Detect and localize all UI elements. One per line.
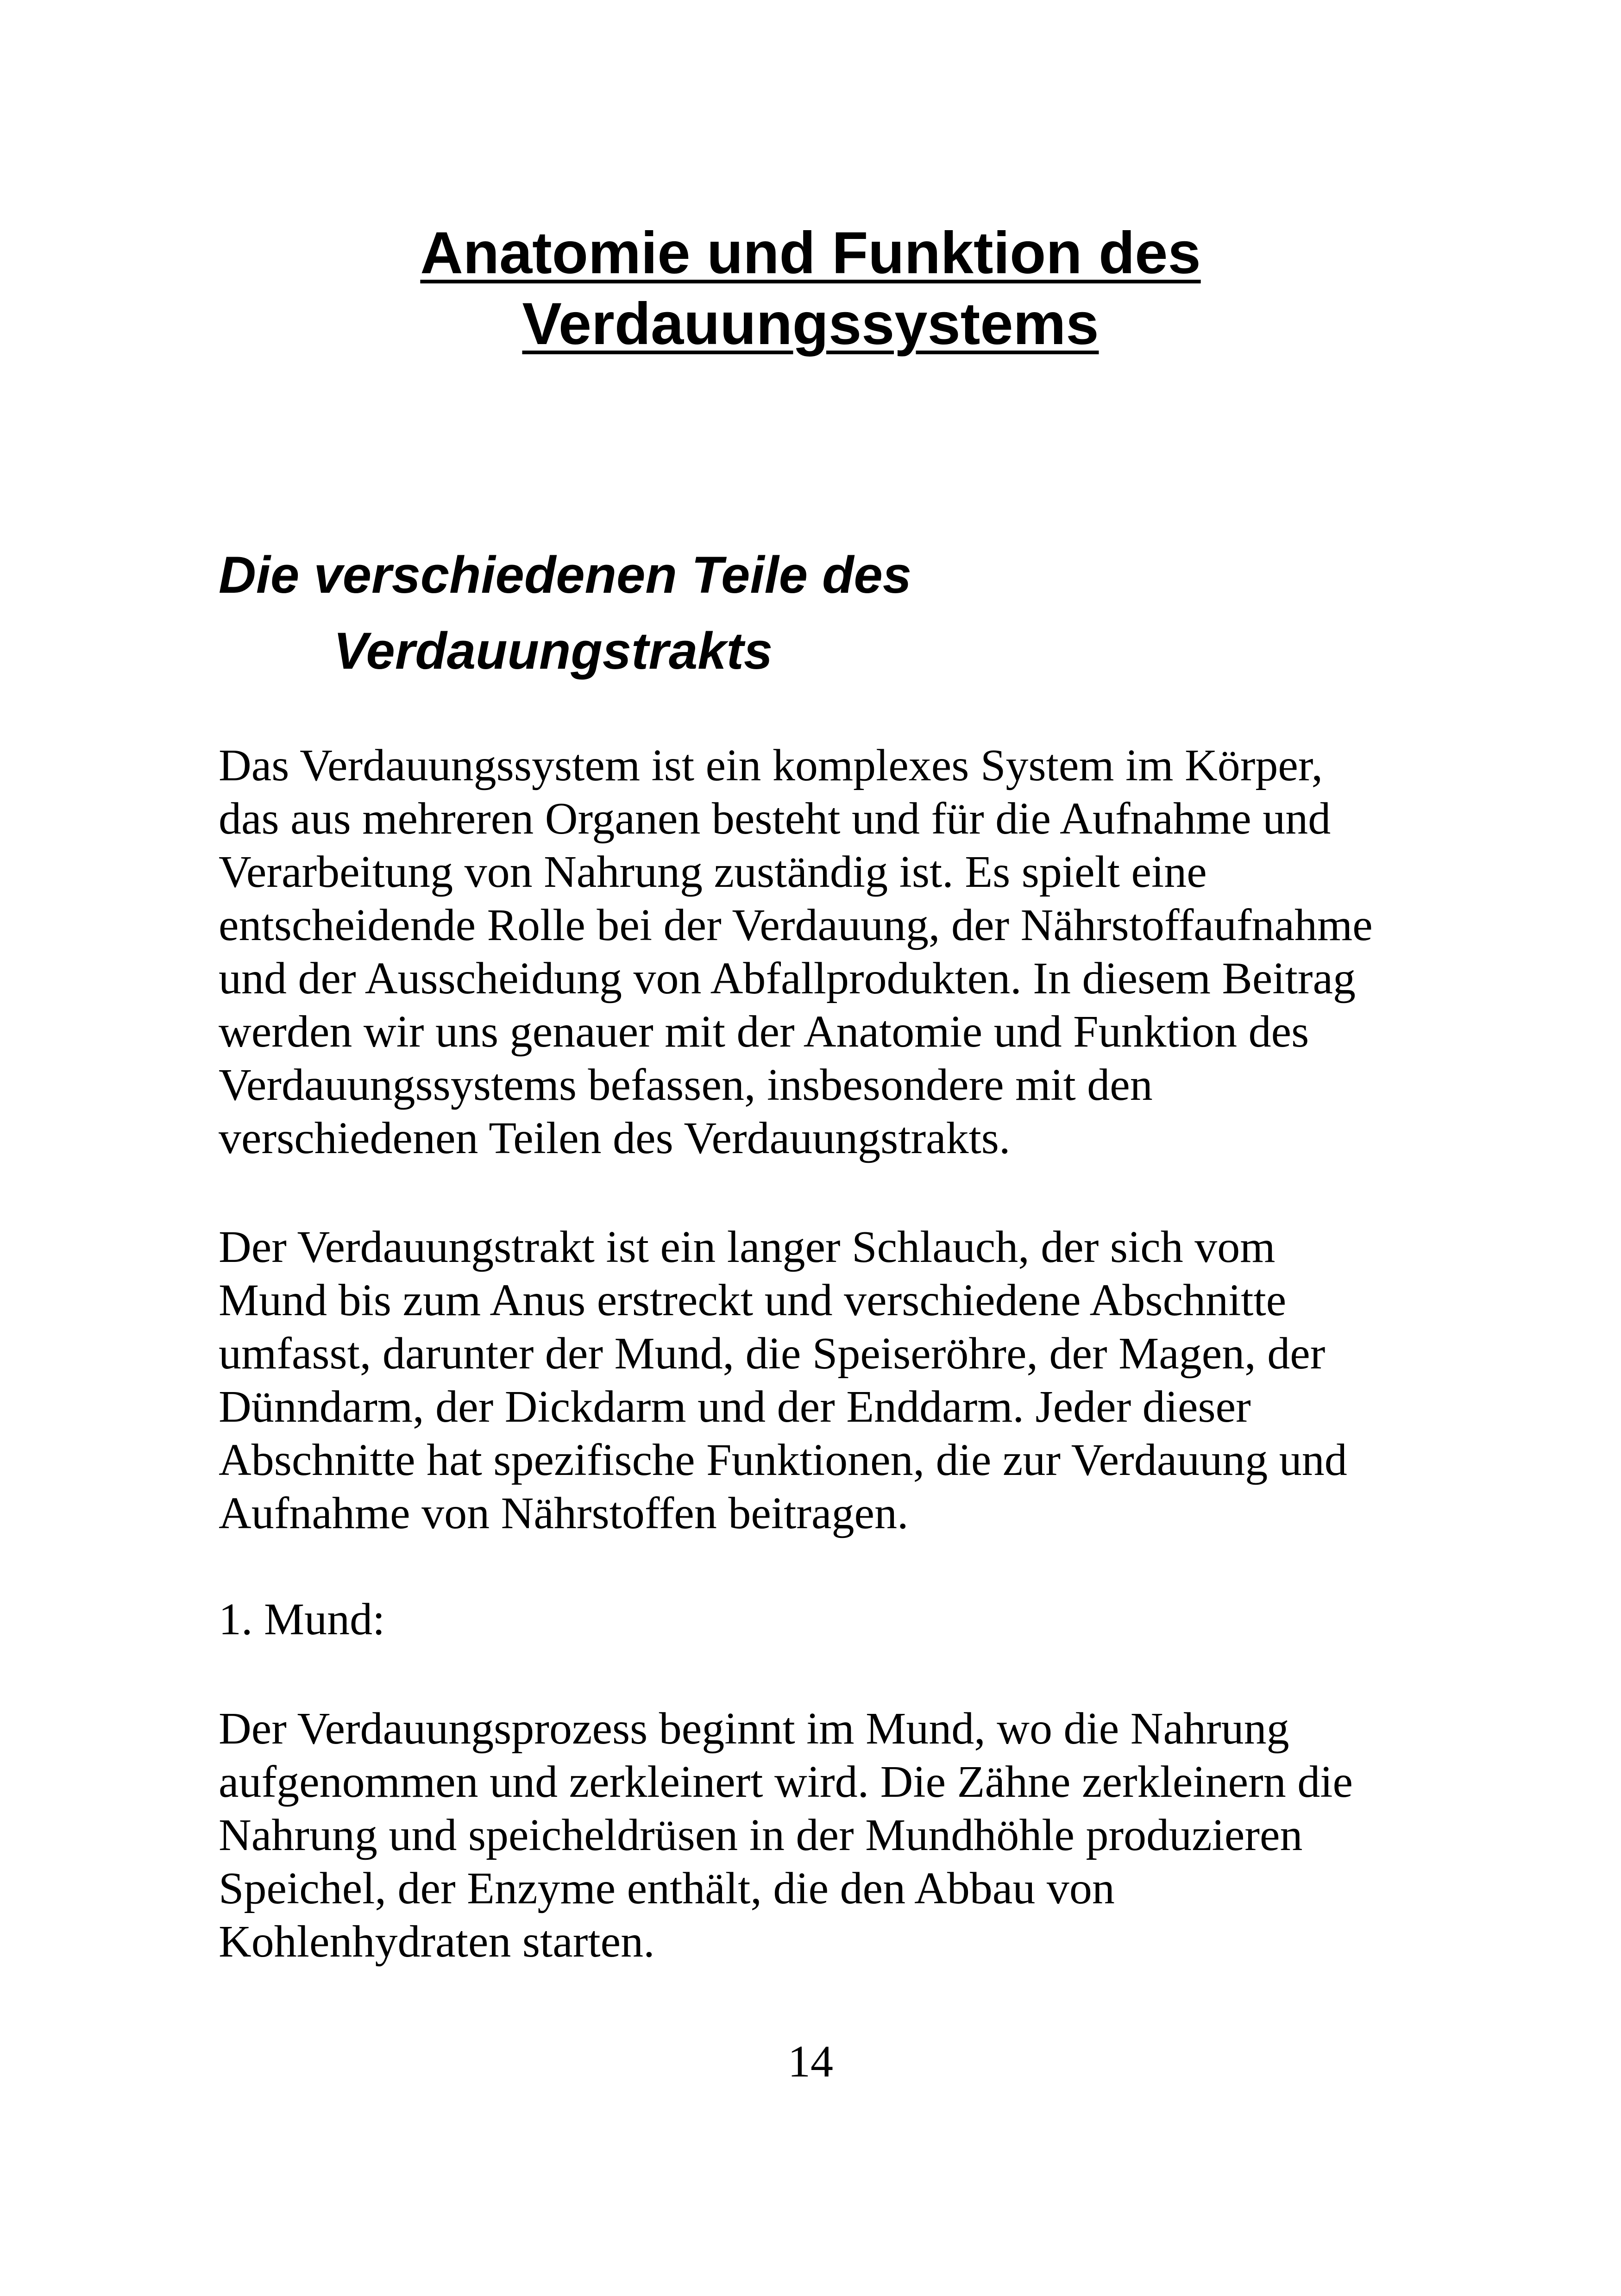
chapter-title	[218, 218, 1403, 359]
chapter-title-line-2: Verdauungssystems	[522, 291, 1099, 357]
chapter-title-line-1: Anatomie und Funktion des	[420, 220, 1201, 286]
mouth-paragraph: Der Verdauungsprozess beginnt im Mund, wo die Nahrung aufgenommen und zerkleinert wird. Die Zähne zerkleinern die Nahrung und speicheldrüsen in der Mundhöhle produzieren Speichel, der Enzyme enthält, die den Abbau von Kohlenhydraten starten.	[219, 1704, 1353, 1967]
page-number: 14	[788, 2037, 833, 2087]
digestive-tract-paragraph: Der Verdauungstrakt ist ein langer Schlauch, der sich vom Mund bis zum Anus erstreckt und verschiedene Abschnitte umfasst, darunter der Mund, die Speiseröhre, der Magen, der Dünndarm, der Dickdarm und der Enddarm. Jeder dieser Abschnitte hat spezifische Funktionen, die zur Verdauung und Aufnahme von Nährstoffen beitragen.	[219, 1222, 1347, 1538]
list-item-heading-mouth: 1. Mund:	[219, 1594, 385, 1644]
section-heading-line-1: Die verschiedenen Teile des	[219, 546, 912, 604]
section-heading-line-2: Verdauungstrakts	[333, 622, 773, 680]
section-heading	[219, 537, 1404, 689]
intro-paragraph: Das Verdauungssystem ist ein komplexes System im Körper, das aus mehreren Organen besteht und für die Aufnahme und Verarbeitung von Nahrung zuständig ist. Es spielt eine entscheidende Rolle bei der Verdauung, der Nährstoffaufnahme und der Ausscheidung von Abfallprodukten. In diesem Beitrag werden wir uns genauer mit der Anatomie und Funktion des Verdauungssystems befassen, insbesondere mit den verschiedenen Teilen des Verdauungstrakts.	[219, 740, 1373, 1163]
